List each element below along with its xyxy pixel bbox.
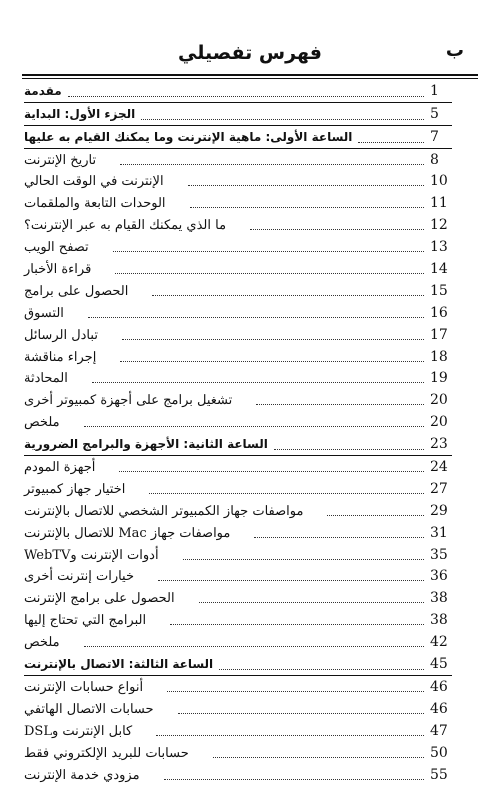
- toc-entry-page-number: 46: [430, 678, 448, 695]
- dot-leader: [122, 338, 424, 340]
- toc-entry-page-number: 35: [430, 546, 448, 563]
- toc-chapter-entry: [24, 103, 452, 126]
- toc-entry-label: اختيار جهاز كمبيوتر: [24, 481, 126, 497]
- toc-chapter-entry: [24, 126, 452, 149]
- toc-entry-label: حسابات للبريد الإلكتروني فقط: [24, 745, 189, 761]
- page-letter: ب: [445, 40, 464, 61]
- dot-leader: [170, 623, 424, 625]
- toc-entry: [24, 368, 452, 390]
- toc-entry-label: ما الذي يمكنك القيام به عبر الإنترنت؟: [24, 218, 227, 234]
- toc-entry: [24, 566, 452, 588]
- toc-entry-label: الجزء الأول: البداية: [24, 106, 136, 121]
- dot-leader: [256, 403, 424, 405]
- toc-entry: [24, 149, 452, 171]
- toc-entry: [24, 324, 452, 346]
- dot-leader: [213, 756, 424, 758]
- toc-entry-page-number: 10: [430, 173, 448, 190]
- dot-leader: [152, 294, 424, 296]
- page-title: فهرس تفصيلي: [178, 42, 322, 64]
- toc-entry: [24, 544, 452, 566]
- toc-entry: [24, 236, 452, 258]
- dot-leader: [274, 448, 424, 450]
- toc-entry-label: مواصفات جهاز Mac للاتصال بالإنترنت: [24, 525, 231, 541]
- dot-leader: [199, 601, 424, 603]
- dot-leader: [164, 778, 424, 780]
- toc-entry-page-number: 16: [430, 304, 448, 321]
- toc-entry: [24, 456, 452, 478]
- toc-entry-page-number: 17: [430, 326, 448, 343]
- toc-entry: [24, 411, 452, 433]
- toc-entry-label: أدوات الإنترنت وWebTV: [24, 547, 159, 563]
- toc-entry: [24, 192, 452, 214]
- toc-entry-page-number: 14: [430, 261, 448, 278]
- toc-entry-page-number: 36: [430, 568, 448, 585]
- dot-leader: [149, 492, 424, 494]
- toc-entry-page-number: 8: [430, 151, 439, 168]
- toc-entry-label: التسوق: [24, 305, 64, 321]
- toc-entry-page-number: 5: [430, 105, 439, 122]
- toc-entry-page-number: 45: [430, 656, 448, 673]
- toc-entry: [24, 698, 452, 720]
- toc-entry-page-number: 7: [430, 128, 439, 145]
- header-rule-thin: [22, 78, 478, 79]
- toc-entry-page-number: 46: [430, 700, 448, 717]
- toc-entry: [24, 720, 452, 742]
- toc-entry: [24, 302, 452, 324]
- dot-leader: [219, 668, 424, 670]
- toc-entry-label: ملخص: [24, 415, 60, 431]
- toc-entry: [24, 742, 452, 764]
- toc-list: [24, 80, 452, 786]
- dot-leader: [120, 163, 424, 165]
- dot-leader: [84, 645, 424, 647]
- toc-entry: [24, 214, 452, 236]
- toc-entry-label: مقدمة: [24, 83, 62, 98]
- toc-entry-label: مزودي خدمة الإنترنت: [24, 767, 140, 783]
- toc-entry: [24, 346, 452, 368]
- dot-leader: [178, 712, 424, 714]
- toc-entry: [24, 171, 452, 193]
- toc-entry-label: إجراء مناقشة: [24, 349, 97, 365]
- dot-leader: [158, 579, 424, 581]
- toc-entry-label: الوحدات التابعة والملقمات: [24, 196, 166, 212]
- toc-entry: [24, 631, 452, 653]
- dot-leader: [156, 734, 424, 736]
- toc-entry-page-number: 11: [430, 195, 448, 212]
- toc-entry-page-number: 19: [430, 370, 448, 387]
- toc-entry-page-number: 18: [430, 348, 448, 365]
- dot-leader: [141, 118, 424, 120]
- page-header: [22, 34, 478, 74]
- toc-entry: [24, 500, 452, 522]
- toc-entry-page-number: 20: [430, 414, 448, 431]
- dot-leader: [119, 470, 424, 472]
- toc-entry-label: الحصول على برامج الإنترنت: [24, 591, 175, 607]
- toc-entry: [24, 389, 452, 411]
- dot-leader: [190, 206, 424, 208]
- toc-entry: [24, 522, 452, 544]
- toc-entry-page-number: 31: [430, 524, 448, 541]
- toc-entry-page-number: 55: [430, 766, 448, 783]
- toc-entry-label: الحصول على برامج: [24, 283, 129, 299]
- toc-entry-page-number: 24: [430, 459, 448, 476]
- toc-entry-label: تاريخ الإنترنت: [24, 152, 97, 168]
- dot-leader: [113, 250, 424, 252]
- toc-entry-label: تشغيل برامج على أجهزة كمبيوتر أخرى: [24, 393, 233, 409]
- toc-entry: [24, 258, 452, 280]
- toc-entry-label: أجهزة المودم: [24, 460, 96, 476]
- dot-leader: [358, 141, 424, 143]
- toc-entry-page-number: 38: [430, 612, 448, 629]
- toc-entry-label: كابل الإنترنت وDSL: [24, 723, 133, 739]
- toc-entry-label: تبادل الرسائل: [24, 327, 98, 343]
- toc-chapter-entry: [24, 433, 452, 456]
- toc-entry: [24, 587, 452, 609]
- dot-leader: [167, 690, 424, 692]
- toc-entry: [24, 764, 452, 786]
- toc-entry-label: المحادثة: [24, 371, 68, 387]
- dot-leader: [327, 514, 424, 516]
- toc-entry-page-number: 27: [430, 480, 448, 497]
- dot-leader: [188, 184, 424, 186]
- dot-leader: [254, 536, 424, 538]
- dot-leader: [183, 558, 424, 560]
- toc-entry-page-number: 42: [430, 634, 448, 651]
- toc-chapter-entry: [24, 653, 452, 676]
- toc-entry: [24, 609, 452, 631]
- toc-entry-page-number: 15: [430, 282, 448, 299]
- dot-leader: [88, 316, 424, 318]
- toc-entry-page-number: 13: [430, 239, 448, 256]
- dot-leader: [84, 425, 424, 427]
- toc-entry-label: مواصفات جهاز الكمبيوتر الشخصي للاتصال بالإنترنت: [24, 503, 304, 519]
- toc-entry-label: الساعة الثالثة: الاتصال بالإنترنت: [24, 657, 214, 672]
- toc-entry-label: ملخص: [24, 635, 60, 651]
- dot-leader: [120, 360, 424, 362]
- toc-entry-page-number: 1: [430, 82, 439, 99]
- toc-entry-page-number: 12: [430, 217, 448, 234]
- toc-entry-page-number: 29: [430, 502, 448, 519]
- dot-leader: [250, 228, 424, 230]
- toc-entry-label: البرامج التي تحتاج إليها: [24, 613, 147, 629]
- toc-entry-label: تصفح الويب: [24, 240, 89, 256]
- toc-entry-page-number: 38: [430, 590, 448, 607]
- toc-entry-label: الساعة الأولى: ماهية الإنترنت وما يمكنك القيام به عليها: [24, 129, 353, 144]
- toc-entry-label: الساعة الثانية: الأجهزة والبرامج الضرورية: [24, 437, 268, 452]
- toc-chapter-entry: [24, 80, 452, 103]
- toc-entry: [24, 280, 452, 302]
- dot-leader: [115, 272, 424, 274]
- dot-leader: [92, 381, 424, 383]
- toc-entry-page-number: 23: [430, 436, 448, 453]
- dot-leader: [68, 95, 424, 97]
- toc-entry-label: خيارات إنترنت أخرى: [24, 569, 135, 585]
- toc-entry-label: أنواع حسابات الإنترنت: [24, 679, 144, 695]
- toc-entry-label: قراءة الأخبار: [24, 262, 92, 278]
- toc-entry-label: الإنترنت في الوقت الحالي: [24, 174, 164, 190]
- toc-entry-page-number: 20: [430, 392, 448, 409]
- toc-entry: [24, 478, 452, 500]
- toc-entry: [24, 676, 452, 698]
- toc-entry-page-number: 47: [430, 722, 448, 739]
- toc-entry-label: حسابات الاتصال الهاتفي: [24, 701, 154, 717]
- header-rule-thick: [22, 74, 478, 76]
- toc-entry-page-number: 50: [430, 744, 448, 761]
